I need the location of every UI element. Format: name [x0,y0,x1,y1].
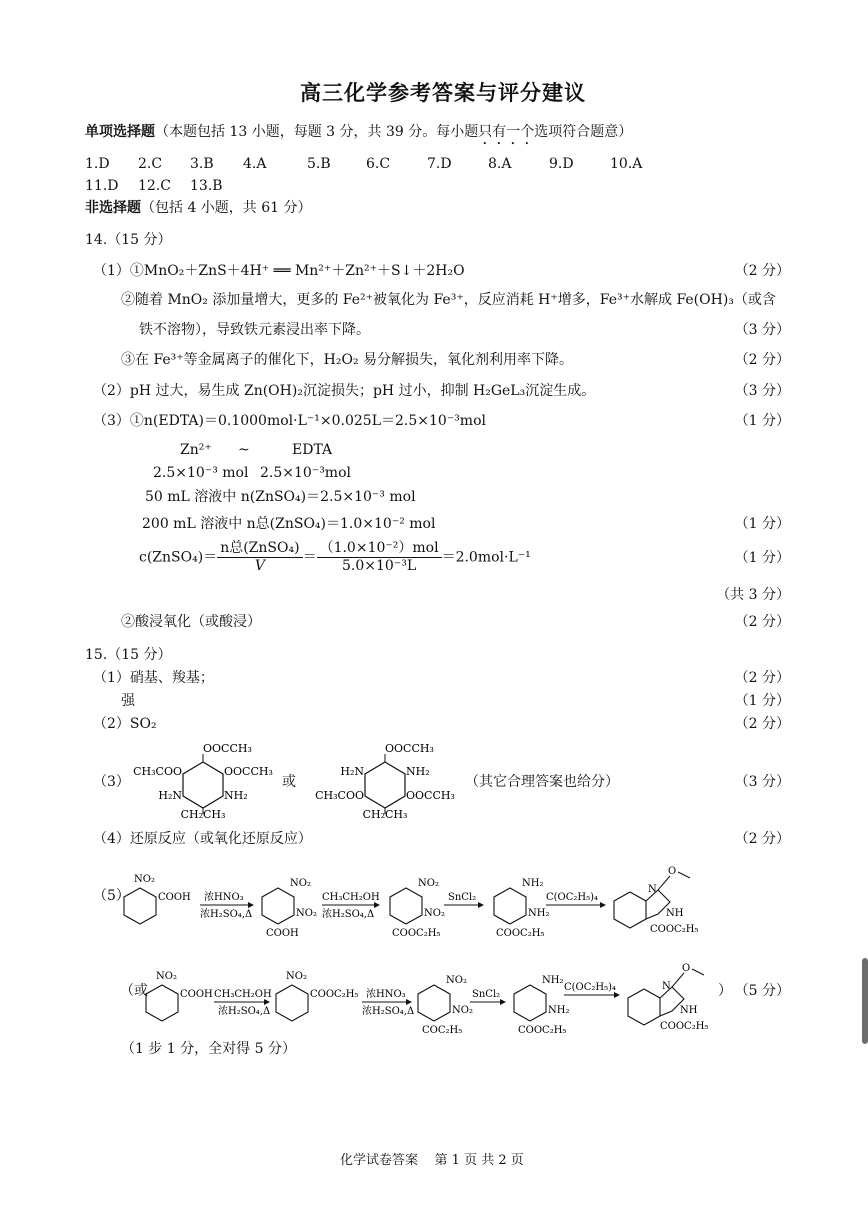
score: （3 分） [734,322,790,338]
score: （2 分） [734,263,790,279]
reagent: CH₃CH₂OH [214,989,272,1000]
score: （2 分） [734,716,790,732]
score: （1 分） [734,516,790,532]
mc-answer: 6.C [366,156,391,172]
mc-answer: 12.C [138,178,171,194]
q15-5-note: （1 步 1 分，全对得 5 分） [121,1041,296,1057]
mc-answer: 13.B [190,178,223,194]
page-title: 高三化学参考答案与评分建议 [300,80,586,105]
q14-3-1: （3）①n(EDTA)＝0.1000mol·L⁻¹×0.025L＝2.5×10⁻³mol [93,413,486,429]
score: （1 分） [734,693,790,709]
q15-4: （4）还原反应（或氧化还原反应） [93,831,312,847]
label-no2: NO₂ [424,908,445,919]
relation-tilde: ~ [238,442,250,458]
q15-5-label: （5） [93,888,130,904]
score: （1 分） [734,413,790,429]
label-no2: NO₂ [452,1005,473,1016]
q15-3-label: （3） [93,774,130,790]
q15-2: （2）SO₂ [93,716,157,732]
concentration-formula [139,540,531,575]
label-bottom: CH₂CH₃ [362,808,408,820]
label-no2: NO₂ [418,878,439,889]
fraction-2-num: （1.0×10⁻²）mol [317,540,442,558]
q15-3-or: 或 [282,774,296,790]
mc-answer: 10.A [610,156,643,172]
reagent: CH₃CH₂OH [322,892,380,903]
label-n: N [662,981,671,992]
footer-page: 第 1 页 共 2 页 [434,1153,524,1168]
mc-note-end: 选项符合题意） [534,124,633,140]
label-bottom: CH₂CH₃ [180,808,226,820]
reagent: 浓H₂SO₄,Δ [362,1006,415,1017]
label-cooh: COOH [266,928,299,939]
q14-3-total: （共 3 分） [716,587,790,603]
relation-amount-edta: 2.5×10⁻³mol [260,465,351,481]
relation-edta: EDTA [292,442,333,458]
label-nh: NH [680,1005,698,1016]
label-no2: NO₂ [286,971,307,982]
label-cooh: COOH [180,989,213,1000]
q14-header: 14.（15 分） [85,232,172,248]
q14-2: （2）pH 过大，易生成 Zn(OH)₂沉淀损失；pH 过小，抑制 H₂GeL₃沉淀生成。 [93,383,596,399]
mc-answer: 4.A [243,156,267,172]
label-o: O [668,866,677,877]
score: （5 分） [734,983,790,999]
conc-result: ＝2.0mol·L⁻¹ [441,549,531,566]
mc-section-heading [85,124,632,148]
q14-1-2: ②随着 MnO₂ 添加量增大，更多的 Fe²⁺被氧化为 Fe³⁺，反应消耗 H⁺增多，Fe³⁺水解成 Fe(OH)₃（或含 [121,292,776,308]
label-no2: NO₂ [446,975,467,986]
scrollbar[interactable] [862,958,868,1044]
score: （2 分） [734,614,790,630]
structure-1 [128,740,278,820]
q15-3-note: （其它合理答案也给分） [465,774,619,790]
mc-answer: 11.D [85,178,119,194]
conc-lhs: c(ZnSO₄)＝ [139,549,218,566]
label-no2: NO₂ [134,874,155,885]
footer-subject: 化学试卷答案 [340,1153,419,1168]
fraction-2 [317,540,442,575]
label-left: H₂N [340,765,364,778]
synthesis-route-2 [140,955,720,1040]
mc-answer: 2.C [138,156,163,172]
score: （1 分） [734,550,790,566]
reagent: 浓HNO₃ [204,892,244,903]
q14-3-2: ②酸浸氧化（或酸浸） [121,614,261,630]
score: （3 分） [734,774,790,790]
line-50ml: 50 mL 溶液中 n(ZnSO₄)＝2.5×10⁻³ mol [145,489,416,505]
q14-1-2-cont: 铁不溶物），导致铁元素浸出率下降。 [139,322,370,338]
q15-header: 15.（15 分） [85,647,172,663]
fraction-1-den: V [254,557,265,574]
relation-zn: Zn²⁺ [180,442,212,458]
score: （3 分） [734,383,790,399]
label-o: O [682,963,691,974]
label-nh2: NH₂ [542,975,564,986]
mc-note: （本题包括 13 小题，每题 3 分，共 39 分。每小题 [155,124,479,140]
label-cooc2h5: COOC₂H₅ [496,928,545,939]
label-bl: CH₃COO [315,789,364,802]
mc-answer: 1.D [85,156,110,172]
label-top: OOCCH₃ [385,742,434,755]
mc-note-emphasis: 只有一个 [478,124,535,140]
label-cooh: COOH [158,892,191,903]
reagent: 浓H₂SO₄,Δ [218,1006,271,1017]
score: （2 分） [734,670,790,686]
label-top: OOCCH₃ [203,742,252,755]
label-cooc2h5: COOC₂H₅ [392,928,441,939]
label-right: NH₂ [406,765,430,778]
mc-answer: 3.B [190,156,214,172]
line-200ml: 200 mL 溶液中 n总(ZnSO₄)＝1.0×10⁻² mol [142,516,436,532]
benzene-ring [365,762,405,808]
q15-5-close: ） [718,983,732,999]
reagent: 浓HNO₃ [366,989,406,1000]
non-mc-heading-line [85,200,312,217]
reagent: C(OC₂H₅)₄ [546,892,599,903]
label-bl: H₂N [158,789,182,802]
label-cooc2h5: COOC₂H₅ [650,924,699,935]
synthesis-route-1 [118,858,718,943]
mc-answer: 8.A [488,156,512,172]
label-nh: NH [666,908,684,919]
fraction-2-den: 5.0×10⁻³L [342,557,417,574]
label-coc2h5: COC₂H₅ [422,1025,463,1036]
reagent: 浓H₂SO₄,Δ [200,909,253,920]
reagent: C(OC₂H₅)₄ [564,982,617,993]
fraction-1 [217,540,302,575]
q14-1-1: （1）①MnO₂＋ZnS＋4H⁺ ══ Mn²⁺＋Zn²⁺＋S↓＋2H₂O [93,263,465,279]
label-br: OOCCH₃ [406,789,455,802]
label-right: OOCCH₃ [224,765,273,778]
benzene-ring [183,762,223,808]
label-cooc2h5: COOC₂H₅ [518,1025,567,1036]
mc-answer: 7.D [427,156,452,172]
label-br: NH₂ [224,789,248,802]
q14-1-3: ③在 Fe³⁺等金属离子的催化下，H₂O₂ 易分解损失，氧化剂利用率下降。 [121,352,574,368]
q15-5-or: （或 [120,983,148,999]
mc-heading: 单项选择题 [85,124,155,140]
score: （2 分） [734,352,790,368]
label-left: CH₃COO [133,765,182,778]
label-nh2: NH₂ [548,1005,570,1016]
label-n: N [648,884,657,895]
relation-amount-zn: 2.5×10⁻³ mol [153,465,249,481]
mc-answer: 5.B [307,156,331,172]
q15-1b: 强 [121,693,135,709]
label-nh2: NH₂ [522,878,544,889]
q15-1a: （1）硝基、羧基； [93,670,214,686]
label-no2: NO₂ [156,971,177,982]
non-mc-heading: 非选择题 [85,200,141,216]
mc-answer: 9.D [549,156,574,172]
score: （2 分） [734,831,790,847]
footer [340,1153,524,1169]
reagent: 浓H₂SO₄,Δ [322,909,375,920]
label-cooc2h5: COOC₂H₅ [660,1021,709,1032]
label-no2: NO₂ [296,908,317,919]
structure-2 [310,740,460,820]
reagent: SnCl₂ [472,989,501,1000]
reagent: SnCl₂ [448,892,477,903]
conc-eq: ＝ [302,549,317,566]
label-no2: NO₂ [290,878,311,889]
non-mc-note: （包括 4 小题，共 61 分） [141,200,312,216]
label-nh2: NH₂ [528,908,550,919]
fraction-1-num: n总(ZnSO₄) [217,540,302,558]
label-cooc2h5: COOC₂H₅ [310,989,359,1000]
